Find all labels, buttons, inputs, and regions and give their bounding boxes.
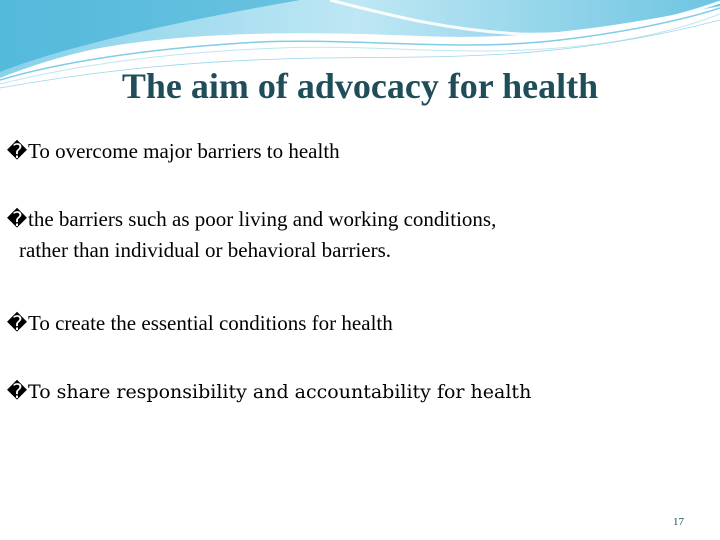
bullet-item [6,308,393,339]
bullet-text: To create the essential conditions for health [28,311,393,335]
bullet-item [6,376,531,408]
bullet-text-continuation: rather than individual or behavioral barriers. [19,238,392,262]
bullet-text: To share responsibility and accountability for health [28,381,532,403]
bullet-item [6,136,340,167]
bullet-icon: � [6,311,28,335]
bullet-text: To overcome major barriers to health [28,139,340,163]
bullet-icon: � [6,379,28,403]
page-number: 17 [673,516,684,528]
slide-title: The aim of advocacy for health [121,66,599,106]
bullet-text: the barriers such as poor living and working conditions, [28,207,497,231]
bullet-icon: � [6,207,28,231]
bullet-item [6,204,496,266]
bullet-icon: � [6,139,28,163]
